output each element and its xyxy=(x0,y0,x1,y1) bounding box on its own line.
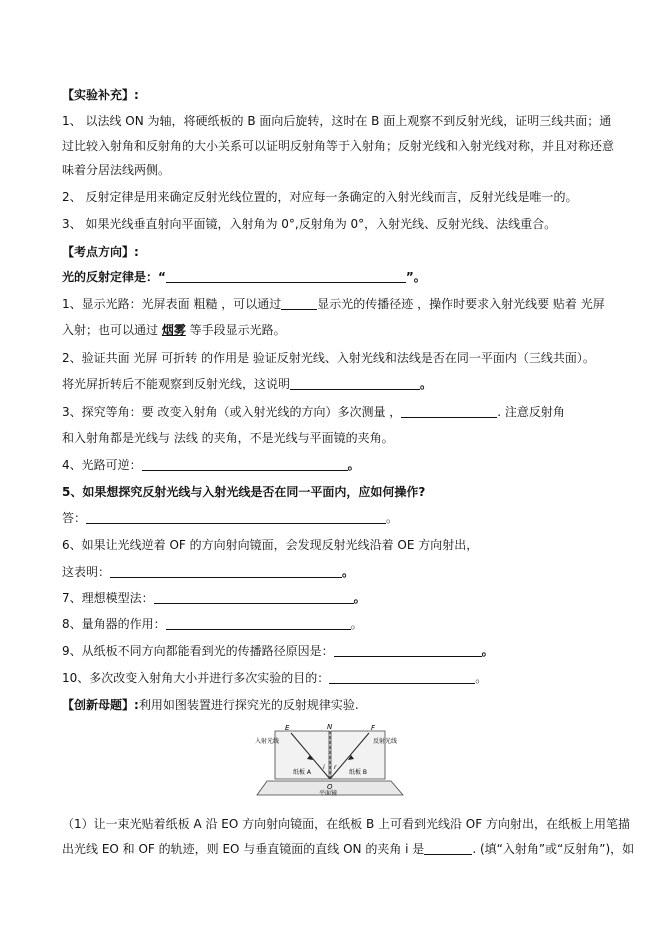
label-i: i xyxy=(323,764,325,771)
question-1-smoke: 烟雾 xyxy=(161,323,186,337)
question-1-line-2 xyxy=(62,321,607,339)
question-3-text-end: . 注意反射角 xyxy=(497,405,565,419)
question-3-text: 3、探究等角：要 改变入射角（或入射光线的方向）多次测量 ， xyxy=(62,405,402,419)
question-8 xyxy=(62,615,607,633)
supplement-item-1-line-3: 味着分居法线两侧。 xyxy=(62,163,171,177)
question-5-end: 。 xyxy=(386,511,399,525)
question-10-end: 。 xyxy=(475,671,488,685)
question-10-text: 10、多次改变入射角大小并进行多次实验的目的： xyxy=(62,671,330,685)
question-7-blank[interactable] xyxy=(154,591,354,604)
question-7-end: 。 xyxy=(353,591,366,605)
question-1-text-a: 1、显示光路：光屏表面 粗糙 ，可以通过 xyxy=(62,297,282,311)
supplement-item-2: 2、 反射定律是用来确定反射光线位置的，对应每一条确定的入射光线而言，反射光线是唯一的。 xyxy=(62,190,578,204)
question-8-end: 。 xyxy=(350,617,363,631)
label-e: E xyxy=(285,724,290,732)
innovation-part-1-line-2 xyxy=(62,840,635,858)
question-5-answer xyxy=(62,509,607,527)
question-10 xyxy=(62,669,607,687)
question-5-answer-label: 答： xyxy=(62,511,87,525)
question-6-end: 。 xyxy=(342,565,355,579)
supplement-item-1-line-2: 过比较入射角和反射角的大小关系可以证明反射角等于入射角；反射光线和入射光线对称，并且对称还意 xyxy=(62,139,615,153)
question-9-text: 9、从纸板不同方向都能看到光的传播路径原因是： xyxy=(62,644,334,658)
reflection-law-line xyxy=(62,268,607,286)
reflection-law-prefix: 光的反射定律是：“ xyxy=(62,270,166,284)
question-1-blank[interactable] xyxy=(281,297,317,310)
question-2-blank[interactable] xyxy=(290,377,420,390)
question-1-text-end: 等手段显示光路。 xyxy=(185,323,286,337)
question-7-text: 7、理想模型法： xyxy=(62,591,154,605)
question-6-line-2 xyxy=(62,563,607,581)
exam-heading: 【考点方向】: xyxy=(62,245,139,259)
question-3-line-1 xyxy=(62,403,607,421)
question-6-text: 这表明： xyxy=(62,565,111,579)
reflection-law-suffix: ”。 xyxy=(405,270,426,284)
question-4-blank[interactable] xyxy=(142,458,348,471)
question-8-text: 8、量角器的作用： xyxy=(62,617,166,631)
question-8-blank[interactable] xyxy=(166,617,351,630)
question-6-blank[interactable] xyxy=(110,565,342,578)
question-5-blank[interactable] xyxy=(86,511,386,524)
question-2-line-1: 2、验证共面 光屏 可折转 的作用是 验证反射光线、入射光线和法线是否在同一平面内（三线共面）。 xyxy=(62,351,595,365)
reflection-law-blank[interactable] xyxy=(166,270,406,283)
question-9-blank[interactable] xyxy=(334,644,482,657)
question-3-line-2: 和入射角都是光线与 法线 的夹角，不是光线与平面镜的夹角。 xyxy=(62,431,394,445)
label-reflected-ray: 反射光线 xyxy=(373,738,398,745)
label-board-b: 纸板 B xyxy=(349,769,368,776)
innovation-intro: 利用如图装置进行探究光的反射规律实验. xyxy=(138,698,359,712)
label-mirror: 平面镜 xyxy=(319,790,338,797)
question-4-text: 4、光路可逆： xyxy=(62,458,142,472)
label-incident-ray: 入射光线 xyxy=(255,738,280,745)
label-n: N xyxy=(327,723,333,731)
question-9-end: 。 xyxy=(481,644,494,658)
innovation-part-1-text: 出光线 EO 和 OF 的轨迹，则 EO 与垂直镜面的直线 ON 的夹角 i 是 xyxy=(62,842,425,856)
label-f: F xyxy=(371,724,376,732)
innovation-part-1-blank[interactable] xyxy=(424,842,472,855)
supplement-heading: 【实验补充】: xyxy=(62,88,139,102)
question-7 xyxy=(62,589,607,607)
question-4 xyxy=(62,456,607,474)
question-1-line-1 xyxy=(62,295,607,313)
innovation-part-1-end: . (填“入射角”或“反射角”)，如 xyxy=(472,842,635,856)
question-5: 5、如果想探究反射光线与入射光线是否在同一平面内，应如何操作? xyxy=(62,485,426,499)
innovation-line xyxy=(62,696,607,714)
supplement-item-3: 3、 如果光线垂直射向平面镜，入射角为 0°,反射角为 0°，入射光线、反射光线、法线重合。 xyxy=(62,217,557,231)
innovation-heading: 【创新母题】: xyxy=(62,698,139,712)
label-o: O xyxy=(327,783,333,791)
question-1-text-c: 入射；也可以通过 xyxy=(62,323,162,337)
reflection-apparatus-diagram xyxy=(255,719,405,799)
question-4-end: 。 xyxy=(347,458,360,472)
label-board-a: 纸板 A xyxy=(293,769,312,776)
question-1-text-b: 显示光的传播径迹 ，操作时要求入射光线要 贴着 光屏 xyxy=(317,297,605,311)
supplement-item-1-line-1: 1、 以法线 ON 为轴，将硬纸板的 B 面向后旋转，这时在 B 面上观察不到反射光线，证明三线共面；通 xyxy=(62,114,612,128)
question-2-line-2 xyxy=(62,375,607,393)
question-3-blank[interactable] xyxy=(401,405,497,418)
innovation-part-1-line-1: （1）让一束光贴着纸板 A 沿 EO 方向射向镜面，在纸板 B 上可看到光线沿 OF 方向射出，在纸板上用笔描 xyxy=(62,817,630,831)
question-2-text: 将光屏折转后不能观察到反射光线，这说明 xyxy=(62,377,291,391)
question-2-end: 。 xyxy=(420,377,433,391)
question-10-blank[interactable] xyxy=(329,671,475,684)
question-9 xyxy=(62,642,607,660)
label-r: r xyxy=(334,764,337,771)
question-6-line-1: 6、如果让光线逆着 OF 的方向射向镜面，会发现反射光线沿着 OE 方向射出， xyxy=(62,538,479,552)
